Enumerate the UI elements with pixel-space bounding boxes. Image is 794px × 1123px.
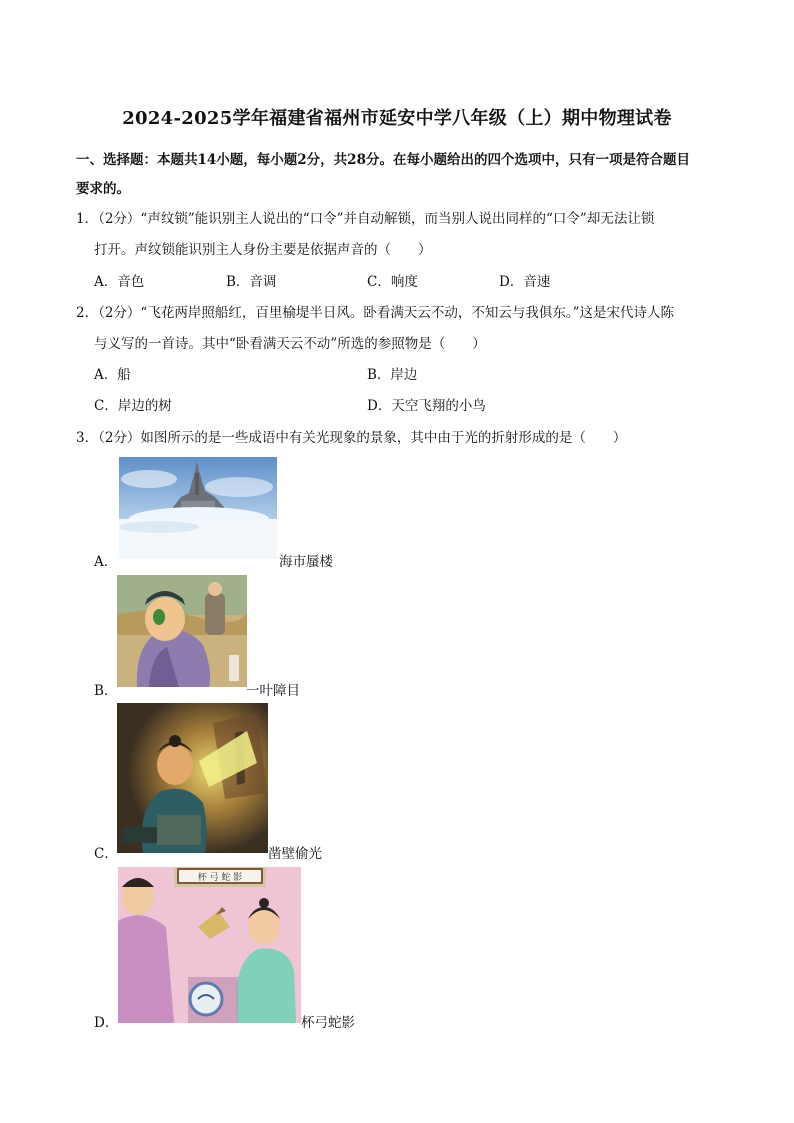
q1-option-c[interactable]: C．响度 <box>367 274 418 290</box>
q2-stem-line1: 2．（2分）“飞花两岸照船红，百里榆堤半日风。卧看满天云不动，不知云与我俱东。”这是宋代诗人陈 <box>76 305 674 321</box>
q3-option-a-caption: 海市蜃楼 <box>279 554 333 570</box>
q1-option-a[interactable]: A．音色 <box>94 274 145 290</box>
q2-option-a[interactable]: A．船 <box>94 367 131 383</box>
q3-option-b-caption: 一叶障目 <box>246 683 300 699</box>
q3-option-d-caption: 杯弓蛇影 <box>301 1015 355 1031</box>
page-title: 2024-2025学年福建省福州市延安中学八年级（上）期中物理试卷 <box>122 108 672 129</box>
q2-option-b[interactable]: B．岸边 <box>367 367 418 383</box>
section-heading-line1: 一、选择题：本题共14小题，每小题2分，共28分。在每小题给出的四个选项中，只有一项是符合题目 <box>76 152 690 168</box>
q3-option-a-letter[interactable]: A． <box>94 554 118 570</box>
bow-snake-illustration <box>118 867 301 1023</box>
leaf-eye-illustration <box>117 575 247 687</box>
q3-option-c-letter[interactable]: C． <box>94 846 118 862</box>
q1-option-d[interactable]: D．音速 <box>499 274 551 290</box>
q1-stem-line2: 打开。声纹锁能识别主人身份主要是依据声音的（ ） <box>94 242 432 258</box>
sign-text: 杯 弓 蛇 影 <box>197 873 243 883</box>
q1-option-b[interactable]: B．音调 <box>226 274 277 290</box>
mirage-illustration <box>119 457 277 559</box>
q2-option-d[interactable]: D．天空飞翔的小鸟 <box>367 398 486 414</box>
section-heading-line2: 要求的。 <box>76 181 130 197</box>
q3-stem: 3．（2分）如图所示的是一些成语中有关光现象的景象，其中由于光的折射形成的是（ ） <box>76 430 627 446</box>
q1-stem-line1: 1．（2分）“声纹锁”能识别主人说出的“口令”并自动解锁，而当别人说出同样的“口令”却无法让锁 <box>76 211 655 227</box>
wall-light-illustration <box>117 703 268 853</box>
q3-option-b-letter[interactable]: B． <box>94 683 118 699</box>
q2-stem-line2: 与义写的一首诗。其中“卧看满天云不动”所选的参照物是（ ） <box>94 336 486 352</box>
q3-option-d-letter[interactable]: D． <box>94 1015 119 1031</box>
q2-option-c[interactable]: C．岸边的树 <box>94 398 172 414</box>
q3-option-c-caption: 凿壁偷光 <box>268 846 322 862</box>
